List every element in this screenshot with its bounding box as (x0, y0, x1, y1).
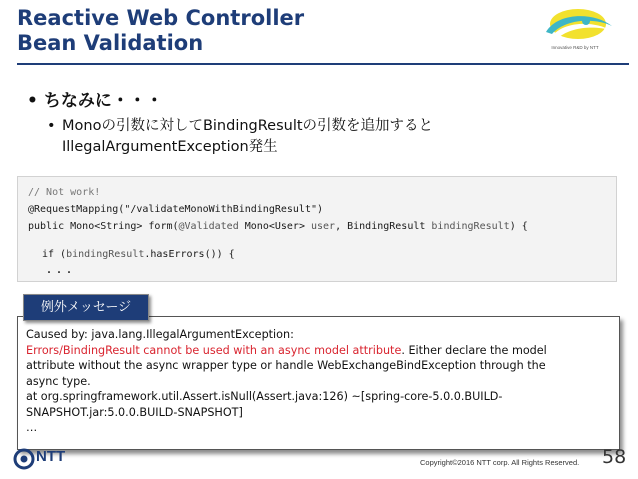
bullet-l2-line-2: IllegalArgumentException発生 (62, 139, 278, 155)
message-line-3: attribute without the async wrapper type or handle WebExchangeBindException through the (26, 359, 546, 372)
code-token: .hasErrors()) { (144, 249, 235, 260)
message-line-2 (26, 343, 614, 359)
bullet-level-1 (27, 86, 163, 111)
slide-title-line-2: Bean Validation (17, 31, 204, 55)
message-line-1: Caused by: java.lang.IllegalArgumentException: (26, 328, 294, 341)
message-line-4: async type. (26, 374, 91, 388)
logo-caption: Innovative R&D by NTT (551, 45, 599, 50)
code-token: if ( (42, 249, 67, 260)
bullet-dot: • (47, 118, 56, 134)
code-token-annotation: @Validated (178, 221, 239, 232)
ntt-innovative-logo (526, 6, 626, 60)
slide-title (17, 6, 304, 56)
code-token-param: bindingResult (431, 221, 510, 232)
exception-message-box (17, 316, 620, 450)
exception-message-text (26, 327, 614, 436)
code-line-4 (42, 249, 235, 260)
bullet-level-2 (47, 116, 607, 158)
code-line-3 (28, 221, 528, 232)
code-line-5: ・・・ (44, 268, 74, 279)
code-line-2: @RequestMapping("/validateMonoWithBindingResult") (28, 204, 324, 215)
code-token-param: bindingResult (66, 249, 145, 260)
code-token: ) { (509, 221, 528, 232)
copyright-text: Copyright©2016 NTT corp. All Rights Reserved. (420, 458, 580, 467)
bullet-l2-line-1: Monoの引数に対してBindingResultの引数を追加すると (62, 118, 434, 134)
bullet-dot: • (27, 91, 38, 111)
code-token: public Mono<String> form( (28, 221, 179, 232)
title-divider (17, 63, 629, 65)
code-line-1: // Not work! (28, 187, 101, 198)
code-token-param: user (310, 221, 336, 232)
ntt-brand-text: NTT (36, 448, 66, 465)
message-line-6: SNAPSHOT.jar:5.0.0.BUILD-SNAPSHOT] (26, 405, 243, 419)
bullet-l1-text: ちなみに・・・ (43, 91, 163, 111)
message-line-2-rest: . Either declare the model (401, 343, 547, 357)
message-highlight: Errors/BindingResult cannot be used with an async model attribute (26, 343, 402, 357)
slide-title-line-1: Reactive Web Controller (17, 6, 305, 30)
code-token: , BindingResult (335, 221, 432, 232)
message-line-7: … (26, 421, 38, 434)
page-number: 58 (602, 446, 627, 468)
exception-message-label: 例外メッセージ (23, 294, 149, 321)
message-line-5: at org.springframework.util.Assert.isNull(Assert.java:126) ~[spring-core-5.0.0.BUILD- (26, 390, 503, 403)
code-block (17, 176, 617, 282)
code-token: Mono<User> (238, 221, 311, 232)
